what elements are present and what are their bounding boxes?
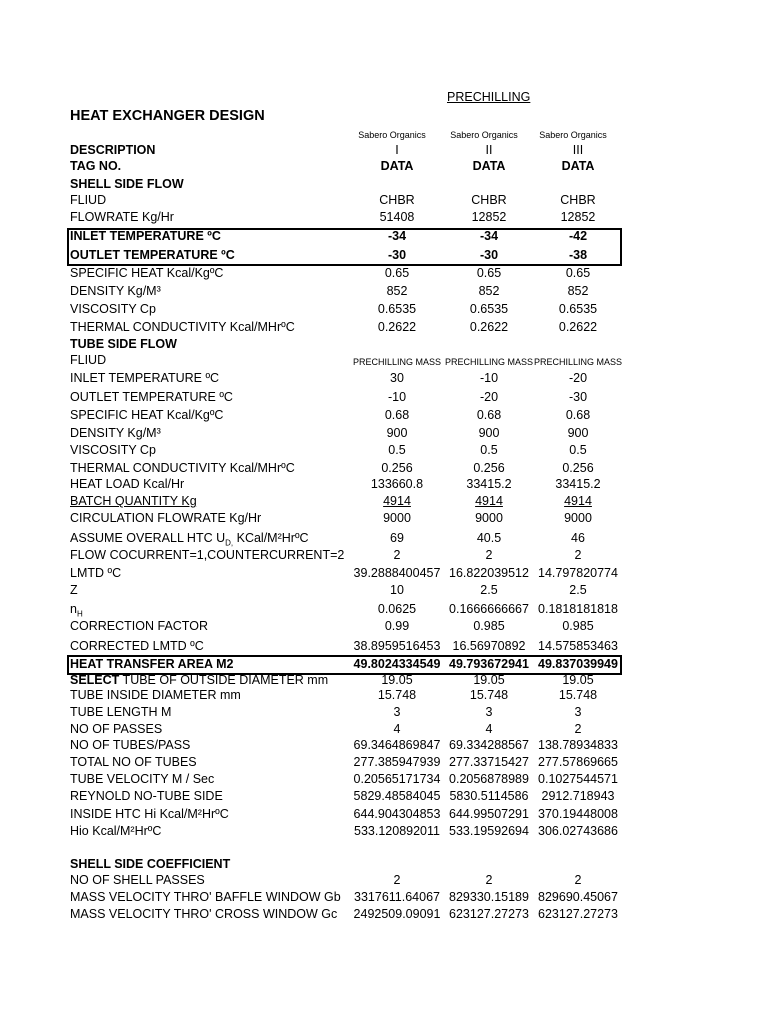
table-cell: 623127.27273: [538, 907, 618, 921]
table-cell: 40.5: [476, 531, 502, 545]
table-cell: 51408: [379, 210, 415, 224]
table-cell: -38: [568, 248, 588, 262]
table-row: [70, 755, 630, 773]
row-label: VISCOSITY Cp: [70, 302, 156, 316]
table-cell: 15.748: [377, 688, 417, 702]
row-label: FLOWRATE Kg/Hr: [70, 210, 174, 224]
table-cell: -20: [479, 390, 499, 404]
area-highlight-box: [67, 655, 622, 675]
table-cell: 644.99507291: [449, 807, 529, 821]
table-cell: PRECHILLING MASS: [352, 357, 442, 367]
table-cell: 33415.2: [466, 477, 512, 491]
table-cell: 19.05: [473, 673, 505, 687]
table-cell: 0.1027544571: [538, 772, 618, 786]
table-cell: 0.68: [476, 408, 502, 422]
table-cell: 0.5: [569, 443, 587, 457]
table-row: [70, 890, 630, 908]
row-label: TUBE INSIDE DIAMETER mm: [70, 688, 241, 702]
table-cell: 0.256: [473, 461, 505, 475]
table-cell: 370.19448008: [538, 807, 618, 821]
row-label: CORRECTION FACTOR: [70, 619, 208, 633]
table-cell: 133660.8: [370, 477, 424, 491]
table-cell: -34: [479, 229, 499, 243]
table-row: [70, 266, 630, 284]
table-cell: 2: [574, 873, 582, 887]
table-cell: 0.99: [384, 619, 410, 633]
table-cell: 2: [393, 873, 401, 887]
table-row: [70, 531, 630, 549]
table-cell: 0.2622: [377, 320, 417, 334]
page-title: HEAT EXCHANGER DESIGN: [70, 108, 265, 124]
table-cell: 0.2056878989: [449, 772, 529, 786]
table-row: [70, 353, 630, 371]
row-label: SPECIFIC HEAT Kcal/KgºC: [70, 266, 224, 280]
table-cell: 3: [485, 705, 493, 719]
table-cell: -34: [387, 229, 407, 243]
table-row: [70, 789, 630, 807]
table-cell: CHBR: [560, 193, 596, 207]
table-cell: 900: [478, 426, 500, 440]
table-row: [70, 302, 630, 320]
table-cell: 0.65: [565, 266, 591, 280]
table-cell: PRECHILLING MASS: [444, 357, 534, 367]
table-cell: 0.1666666667: [449, 602, 529, 616]
table-row: [70, 688, 630, 706]
row-label: MASS VELOCITY THRO' BAFFLE WINDOW Gb: [70, 890, 341, 904]
table-cell: 4914: [383, 494, 411, 508]
row-label: NO OF TUBES/PASS: [70, 738, 191, 752]
table-cell: 3: [393, 705, 401, 719]
table-cell: 0.6535: [469, 302, 509, 316]
table-cell: 2912.718943: [541, 789, 615, 803]
row-label: TUBE LENGTH M: [70, 705, 172, 719]
table-cell: 3317611.64067: [354, 890, 440, 904]
table-cell: 852: [386, 284, 408, 298]
row-label: INLET TEMPERATURE ºC: [70, 371, 220, 385]
table-row: [70, 583, 630, 601]
table-row: [70, 824, 630, 842]
row-label: DENSITY Kg/M³: [70, 284, 161, 298]
table-cell: 138.78934833: [538, 738, 618, 752]
table-row: [70, 159, 630, 177]
table-cell: 15.748: [558, 688, 598, 702]
table-cell: 0.5: [480, 443, 498, 457]
table-cell: 38.8959516453: [353, 639, 441, 653]
table-row: [70, 807, 630, 825]
table-cell: 0.68: [565, 408, 591, 422]
table-cell: 2.5: [480, 583, 498, 597]
table-cell: I: [395, 143, 399, 157]
row-label: NO OF PASSES: [70, 722, 163, 736]
table-cell: 3: [574, 705, 582, 719]
table-row: [70, 408, 630, 426]
table-cell: DATA: [380, 159, 414, 173]
table-row: [70, 602, 630, 620]
row-label: HEAT TRANSFER AREA M2: [70, 657, 234, 671]
row-label: FLOW COCURRENT=1,COUNTERCURRENT=2: [70, 548, 345, 562]
row-label: LMTD ºC: [70, 566, 122, 580]
table-row: [70, 320, 630, 338]
table-cell: 0.65: [384, 266, 410, 280]
row-label: Z: [70, 583, 78, 597]
table-cell: 0.65: [476, 266, 502, 280]
table-cell: 12852: [560, 210, 596, 224]
table-cell: 2: [485, 548, 493, 562]
table-cell: CHBR: [379, 193, 415, 207]
table-row: [70, 907, 630, 925]
table-row: [70, 873, 630, 891]
row-label: NO OF SHELL PASSES: [70, 873, 205, 887]
table-cell: 14.575853463: [538, 639, 618, 653]
table-cell: 0.0625: [377, 602, 417, 616]
table-cell: 49.8024334549: [353, 657, 441, 671]
row-label: THERMAL CONDUCTIVITY Kcal/MHrºC: [70, 461, 295, 475]
table-cell: 19.05: [562, 673, 594, 687]
table-cell: 4914: [475, 494, 503, 508]
table-cell: 4: [393, 722, 401, 736]
row-label: MASS VELOCITY THRO' CROSS WINDOW Gc: [70, 907, 338, 921]
table-cell: 30: [390, 371, 404, 385]
row-label: SELECT TUBE OF OUTSIDE DIAMETER mm: [70, 673, 329, 687]
row-label: DESCRIPTION: [70, 143, 156, 157]
table-cell: 12852: [471, 210, 507, 224]
table-cell: -30: [568, 390, 588, 404]
table-cell: 852: [478, 284, 500, 298]
table-cell: 19.05: [381, 673, 413, 687]
table-cell: III: [572, 143, 584, 157]
table-cell: 15.748: [469, 688, 509, 702]
table-cell: 4: [485, 722, 493, 736]
row-label: FLIUD: [70, 193, 107, 207]
table-cell: -30: [479, 248, 499, 262]
table-cell: 2: [393, 548, 401, 562]
table-cell: 69.334288567: [449, 738, 529, 752]
table-row: [70, 443, 630, 461]
row-label: REYNOLD NO-TUBE SIDE: [70, 789, 223, 803]
table-row: [70, 371, 630, 389]
table-cell: 16.56970892: [452, 639, 526, 653]
section-header: PRECHILLING: [447, 90, 531, 104]
table-row: [70, 619, 630, 637]
table-cell: CHBR: [471, 193, 507, 207]
table-cell: DATA: [472, 159, 506, 173]
table-cell: 0.985: [473, 619, 505, 633]
table-row: [70, 738, 630, 756]
row-label: INLET TEMPERATURE ºC: [70, 229, 221, 243]
row-label: CORRECTED LMTD ºC: [70, 639, 204, 653]
table-cell: 644.904304853: [353, 807, 441, 821]
table-cell: DATA: [561, 159, 595, 173]
company-header-1: Sabero Organics: [358, 130, 426, 140]
company-header-2: Sabero Organics: [450, 130, 518, 140]
table-row: [70, 511, 630, 529]
table-cell: 277.33715427: [449, 755, 529, 769]
table-cell: 2.5: [569, 583, 587, 597]
table-cell: -10: [479, 371, 499, 385]
table-cell: 277.385947939: [353, 755, 441, 769]
table-cell: 0.6535: [558, 302, 598, 316]
table-cell: 0.256: [381, 461, 413, 475]
row-label: SHELL SIDE COEFFICIENT: [70, 857, 231, 871]
table-cell: 2492509.09091: [353, 907, 441, 921]
row-label: ASSUME OVERALL HTC $U_{D,}$ KCal/M²HrºC: [70, 531, 309, 548]
table-cell: 0.5: [388, 443, 406, 457]
row-label: TUBE VELOCITY M / Sec: [70, 772, 215, 786]
table-cell: -20: [568, 371, 588, 385]
table-cell: 49.793672941: [449, 657, 529, 671]
table-cell: 5830.5114586: [449, 789, 529, 803]
table-cell: 69.3464869847: [353, 738, 441, 752]
table-row: [70, 772, 630, 790]
row-label: OUTLET TEMPERATURE ºC: [70, 248, 235, 262]
table-cell: PRECHILLING MASS: [533, 357, 623, 367]
table-cell: 0.2622: [469, 320, 509, 334]
table-cell: 0.2622: [558, 320, 598, 334]
table-row: [70, 390, 630, 408]
row-label: FLIUD: [70, 353, 107, 367]
table-cell: 4914: [564, 494, 592, 508]
table-cell: 9000: [475, 511, 503, 525]
table-cell: 0.68: [384, 408, 410, 422]
row-label: TOTAL NO OF TUBES: [70, 755, 197, 769]
table-cell: 9000: [383, 511, 411, 525]
table-row: [70, 426, 630, 444]
row-label: CIRCULATION FLOWRATE Kg/Hr: [70, 511, 262, 525]
table-cell: 829690.45067: [538, 890, 618, 904]
table-cell: -10: [387, 390, 407, 404]
table-cell: 2: [574, 722, 582, 736]
row-label: $n_H$: [70, 602, 83, 619]
row-label: SPECIFIC HEAT Kcal/KgºC: [70, 408, 224, 422]
table-cell: 0.985: [562, 619, 594, 633]
table-cell: 2: [574, 548, 582, 562]
table-cell: 306.02743686: [538, 824, 618, 838]
table-cell: 900: [567, 426, 589, 440]
table-row: [70, 210, 630, 228]
row-label: SHELL SIDE FLOW: [70, 177, 184, 191]
table-cell: -30: [387, 248, 407, 262]
table-row: [70, 494, 630, 512]
row-label: TAG NO.: [70, 159, 122, 173]
row-label: THERMAL CONDUCTIVITY Kcal/MHrºC: [70, 320, 295, 334]
table-cell: 533.120892011: [354, 824, 440, 838]
table-cell: 10: [390, 583, 404, 597]
row-label: TUBE SIDE FLOW: [70, 337, 177, 351]
table-cell: 0.20565171734: [353, 772, 441, 786]
table-cell: 5829.48584045: [353, 789, 441, 803]
table-row: [70, 193, 630, 211]
row-label: BATCH QUANTITY Kg: [70, 494, 197, 508]
table-row: [70, 705, 630, 723]
table-cell: 49.837039949: [538, 657, 618, 671]
table-cell: 852: [567, 284, 589, 298]
table-row: [70, 566, 630, 584]
table-cell: II: [485, 143, 493, 157]
table-cell: 9000: [564, 511, 592, 525]
table-cell: 16.822039512: [449, 566, 529, 580]
row-label: HEAT LOAD Kcal/Hr: [70, 477, 185, 491]
table-cell: -42: [568, 229, 588, 243]
row-label: OUTLET TEMPERATURE ºC: [70, 390, 233, 404]
table-cell: 0.1818181818: [538, 602, 618, 616]
table-cell: 533.19592694: [449, 824, 529, 838]
table-cell: 2: [485, 873, 493, 887]
row-label: Hio Kcal/M²HrºC: [70, 824, 162, 838]
table-cell: 46: [571, 531, 585, 545]
row-label: DENSITY Kg/M³: [70, 426, 161, 440]
table-cell: 0.6535: [377, 302, 417, 316]
table-cell: 900: [386, 426, 408, 440]
table-cell: 33415.2: [555, 477, 601, 491]
table-cell: 829330.15189: [449, 890, 529, 904]
row-label: INSIDE HTC Hi Kcal/M²HrºC: [70, 807, 229, 821]
temperature-highlight-box: [67, 228, 622, 266]
table-cell: 623127.27273: [449, 907, 529, 921]
company-header-3: Sabero Organics: [539, 130, 607, 140]
table-row: [70, 477, 630, 495]
table-cell: 69: [390, 531, 404, 545]
table-cell: 39.2888400457: [353, 566, 441, 580]
row-label: VISCOSITY Cp: [70, 443, 156, 457]
table-row: [70, 284, 630, 302]
table-cell: 0.256: [562, 461, 594, 475]
table-row: [70, 548, 630, 566]
table-cell: 277.57869665: [538, 755, 618, 769]
table-cell: 14.797820774: [538, 566, 618, 580]
